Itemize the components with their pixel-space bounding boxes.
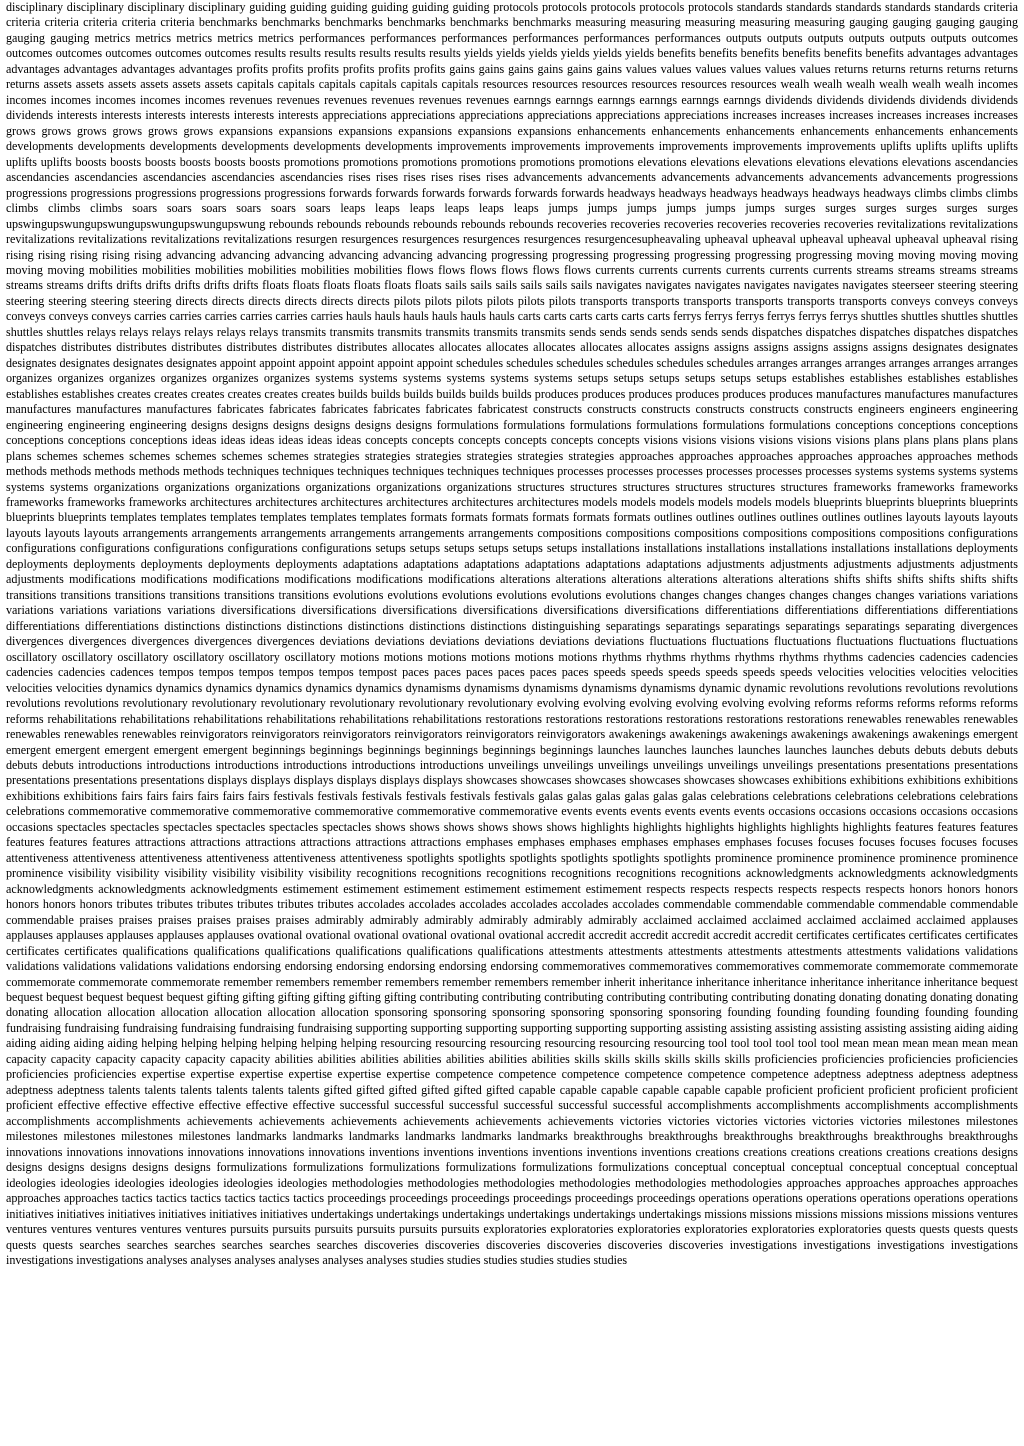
body-text-paragraph: disciplinary disciplinary disciplinary disciplinary guiding guiding guiding guiding guiding guiding protocols protocols protocols protocols protocols standards standards standards standards standards criteria criteria criteria criteria criteria criteria benchmarks benchmarks benchmarks benchmarks benchmarks benchmarks measuring measuring measuring measuring measuring gauging gauging gauging gauging gauging gauging metrics metrics metrics metrics metrics performances performances performances performances performances performances outputs outputs outputs outputs outputs outputs outcomes outcomes outcomes outcomes outcomes outcomes results results results results results results yields yields yields yields yields yields benefits benefits benefits benefits benefits benefits advantages advantages advantages advantages advantages advantages profits profits profits profits profits profits gains gains gains gains gains gains values values values values values values returns returns returns returns returns returns assets assets assets assets assets assets capitals capitals capitals capitals capitals capitals resources resources resources resources resources resources wealh wealh wealh wealh wealh wealh incomes incomes incomes incomes incomes incomes revenues revenues revenues revenues revenues revenues earnngs earnngs earnngs earnngs earnngs earnngs dividends dividends dividends dividends dividends dividends interests interests interests interests interests interests appreciations appreciations appreciations appreciations appreciations appreciations increases increases increases increases increases increases grows grows grows grows grows grows expansions expansions expansions expansions expansions expansions enhancements enhancements enhancements enhancements enhancements enhancements developments developments developments developments developments developments improvements improvements improvements improvements improvements improvements uplifts uplifts uplifts uplifts uplifts uplifts boosts boosts boosts boosts boosts boosts promotions promotions promotions promotions promotions promotions elevations elevations elevations elevations elevations elevations ascendancies ascendancies ascendancies ascendancies ascendancies ascendancies rises rises rises rises rises rises advancements advancements advancements advancements advancements advancements progressions progressions progressions progressions progressions progressions forwards forwards forwards forwards forwards forwards headways headways headways headways headways headways climbs climbs climbs climbs climbs climbs soars soars soars soars soars soars leaps leaps leaps leaps leaps leaps jumps jumps jumps jumps jumps jumps surges surges surges surges surges surges upswingupswungupswungupswungupswungupswung rebounds rebounds rebounds rebounds rebounds rebounds recoveries recoveries recoveries recoveries recoveries recoveries revitalizations revitalizations revitalizations revitalizations revitalizations revitalizations resurgen resurgences resurgences resurgences resurgences resurgencesupheavaling upheaval upheaval upheaval upheaval upheaval upheaval rising rising rising rising rising rising advancing advancing advancing advancing advancing advancing progressing progressing progressing progressing progressing progressing moving moving moving moving moving moving mobilities mobilities mobilities mobilities mobilities mobilities flows flows flows flows flows flows currents currents currents currents currents currents streams streams streams streams streams streams drifts drifts drifts drifts drifts drifts floats floats floats floats floats floats sails sails sails sails sails sails navigates navigates navigates navigates navigates navigates steerseer steering steering steering steering steering steering directs directs directs directs directs directs pilots pilots pilots pilots pilots pilots transports transports transports transports transports transports conveys conveys conveys conveys conveys conveys carries carries carries carries carries carries hauls hauls hauls hauls hauls hauls carts carts carts carts carts carts ferrys ferrys ferrys ferrys ferrys ferrys shuttles shuttles shuttles shuttles shuttles shuttles relays relays relays relays relays relays transmits transmits transmits transmits transmits transmits sends sends sends sends sends sends dispatches dispatches dispatches dispatches dispatches dispatches distributes distributes distributes distributes distributes distributes allocates allocates allocates allocates allocates allocates assigns assigns assigns assigns assigns assigns designates designates designates designates designates designates appoint appoint appoint appoint appoint appoint schedules schedules schedules schedules schedules schedules arranges arranges arranges arranges arranges arranges organizes organizes organizes organizes organizes organizes systems systems systems systems systems systems setups setups setups setups setups setups establishes establishes establishes establishes establishes establishes creates creates creates creates creates creates builds builds builds builds builds builds produces produces produces produces produces produces manufactures manufactures manufactures manufactures manufactures manufactures fabricates fabricates fabricates fabricates fabricates fabricatest constructs constructs constructs constructs constructs constructs engineers engineers engineering engineering engineering engineering designs designs designs designs designs designs formulations formulations formulations formulations formulations formulations conceptions conceptions conceptions conceptions conceptions conceptions ideas ideas ideas ideas ideas ideas concepts concepts concepts concepts concepts concepts visions visions visions visions visions visions plans plans plans plans plans plans schemes schemes schemes schemes schemes schemes strategies strategies strategies strategies strategies strategies approaches approaches approaches approaches approaches approaches methods methods methods methods methods methods techniques techniques techniques techniques techniques techniques processes processes processes processes processes processes systems systems systems systems systems systems organizations organizations organizations organizations organizations organizations structures structures structures structures structures structures frameworks frameworks frameworks frameworks frameworks frameworks architectures architectures architectures architectures architectures architectures models models models models models models blueprints blueprints blueprints blueprints blueprints blueprints templates templates templates templates templates templates formats formats formats formats formats formats outlines outlines outlines outlines outlines outlines layouts layouts layouts layouts layouts layouts arrangements arrangements arrangements arrangements arrangements arrangements compositions compositions compositions compositions compositions compositions configurations configurations configurations configurations configurations configurations setups setups setups setups setups setups installations installations installations installations installations installations deployments deployments deployments deployments deployments deployments adaptations adaptations adaptations adaptations adaptations adaptations adjustments adjustments adjustments adjustments adjustments adjustments modifications modifications modifications modifications modifications modifications alterations alterations alterations alterations alterations alterations shifts shifts shifts shifts shifts shifts transitions transitions transitions transitions transitions transitions evolutions evolutions evolutions evolutions evolutions evolutions changes changes changes changes changes changes variations variations variations variations variations variations diversifications diversifications diversifications diversifications diversifications diversifications differentiations differentiations differentiations differentiations differentiations differentiations distinctions distinctions distinctions distinctions distinctions distinctions distinguishing separatings separatings separatings separatings separatings separating divergences divergences divergences divergences divergences divergences deviations deviations deviations deviations deviations deviations fluctuations fluctuations fluctuations fluctuations fluctuations fluctuations oscillatory oscillatory oscillatory oscillatory oscillatory oscillatory motions motions motions motions motions motions rhythms rhythms rhythms rhythms rhythms rhythms cadencies cadencies cadencies cadencies cadencies cadences tempos tempos tempos tempos tempos tempost paces paces paces paces paces paces speeds speeds speeds speeds speeds speeds velocities velocities velocities velocities velocities velocities dynamics dynamics dynamics dynamics dynamics dynamics dynamisms dynamisms dynamisms dynamisms dynamisms dynamic dynamic revolutions revolutions revolutions revolutions revolutions revolutions revolutionary revolutionary revolutionary revolutionary revolutionary revolutionary evolving evolving evolving evolving evolving evolving reforms reforms reforms reforms reforms reforms rehabilitations rehabilitations rehabilitations rehabilitations rehabilitations rehabilitations restorations restorations restorations restorations restorations restorations renewables renewables renewables renewables renewables renewables reinvigorators reinvigorators reinvigorators reinvigorators reinvigorators reinvigorators awakenings awakenings awakenings awakenings awakenings awakenings emergent emergent emergent emergent emergent emergent beginnings beginnings beginnings beginnings beginnings beginnings launches launches launches launches launches launches debuts debuts debuts debuts debuts debuts introductions introductions introductions introductions introductions introductions unveilings unveilings unveilings unveilings unveilings unveilings presentations presentations presentations presentations presentations presentations displays displays displays displays displays displays showcases showcases showcases showcases showcases showcases exhibitions exhibitions exhibitions exhibitions exhibitions exhibitions fairs fairs fairs fairs fairs fairs festivals festivals festivals festivals festivals festivals galas galas galas galas galas galas celebrations celebrations celebrations celebrations celebrations celebrations commemorative commemorative commemorative commemorative commemorative commemorative events events events events events events occasions occasions occasions occasions occasions occasions spectacles spectacles spectacles spectacles spectacles spectacles shows shows shows shows shows shows highlights highlights highlights highlights highlights highlights features features features features features features attractions attractions attractions attractions attractions attractions emphases emphases emphases emphases emphases emphases focuses focuses focuses focuses focuses focuses attentiveness attentiveness attentiveness attentiveness attentiveness attentiveness spotlights spotlights spotlights spotlights spotlights spotlights prominence prominence prominence prominence prominence prominence visibility visibility visibility visibility visibility visibility recognitions recognitions recognitions recognitions recognitions recognitions acknowledgments acknowledgments acknowledgments acknowledgments acknowledgments acknowledgments estimement estimement estimement estimement estimement estimement respects respects respects respects respects respects honors honors honors honors honors honors tributes tributes tributes tributes tributes tributes accolades accolades accolades accolades accolades accolades commendable commendable commendable commendable commendable commendable praises praises praises praises praises praises admirably admirably admirably admirably admirably admirably acclaimed acclaimed acclaimed acclaimed acclaimed acclaimed applauses applauses applauses applauses applauses applauses ovational ovational ovational ovational ovational ovational accredit accredit accredit accredit accredit accredit certificates certificates certificates certificates certificates certificates qualifications qualifications qualifications qualifications qualifications qualifications attestments attestments attestments attestments attestments attestments validations validations validations validations validations validations endorsing endorsing endorsing endorsing endorsing endorsing commemoratives commemoratives commemoratives commemorate commemorate commemorate commemorate commemorate commemorate remember remembers remember remembers remember remembers remember inherit inheritance inheritance inheritance inheritance inheritance inheritance bequest bequest bequest bequest bequest bequest gifting gifting gifting gifting gifting gifting contributing contributing contributing contributing contributing contributing donating donating donating donating donating donating allocation allocation allocation allocation allocation allocation sponsoring sponsoring sponsoring sponsoring sponsoring sponsoring founding founding founding founding founding founding fundraising fundraising fundraising fundraising fundraising fundraising supporting supporting supporting supporting supporting supporting assisting assisting assisting assisting assisting assisting aiding aiding aiding aiding aiding aiding helping helping helping helping helping helping resourcing resourcing resourcing resourcing resourcing resourcing tool tool tool tool tool tool mean mean mean mean mean mean capacity capacity capacity capacity capacity capacity abilities abilities abilities abilities abilities abilities abilities skills skills skills skills skills skills proficiencies proficiencies proficiencies proficiencies proficiencies proficiencies expertise expertise expertise expertise expertise expertise competence competence competence competence competence competence adeptness adeptness adeptness adeptness adeptness adeptness talents talents talents talents talents talents gifted gifted gifted gifted gifted gifted capable capable capable capable capable capable proficient proficient proficient proficient proficient proficient effective effective effective effective effective effective successful successful successful successful successful successful accomplishments accomplishments accomplishments accomplishments accomplishments accomplishments achievements achievements achievements achievements achievements achievements victories victories victories victories victories victories milestones milestones milestones milestones milestones milestones landmarks landmarks landmarks landmarks landmarks landmarks breakthroughs breakthroughs breakthroughs breakthroughs breakthroughs breakthroughs innovations innovations innovations innovations innovations innovations inventions inventions inventions inventions inventions inventions creations creations creations creations creations creations designs designs designs designs designs designs formulizations formulizations formulizations formulizations formulizations formulizations conceptual conceptual conceptual conceptual conceptual conceptual ideologies ideologies ideologies ideologies ideologies ideologies methodologies methodologies methodologies methodologies methodologies methodologies approaches approaches approaches approaches approaches approaches tactics tactics tactics tactics tactics tactics proceedings proceedings proceedings proceedings proceedings proceedings operations operations operations operations operations operations initiatives initiatives initiatives initiatives initiatives initiatives undertakings undertakings undertakings undertakings undertakings undertakings missions missions missions missions missions missions ventures ventures ventures ventures ventures ventures pursuits pursuits pursuits pursuits pursuits pursuits exploratories exploratories exploratories exploratories exploratories exploratories quests quests quests quests quests quests searches searches searches searches searches searches discoveries discoveries discoveries discoveries discoveries discoveries investigations investigations investigations investigations investigations investigations analyses analyses analyses analyses analyses analyses studies studies studies studies studies studies [6,0,1018,1267]
